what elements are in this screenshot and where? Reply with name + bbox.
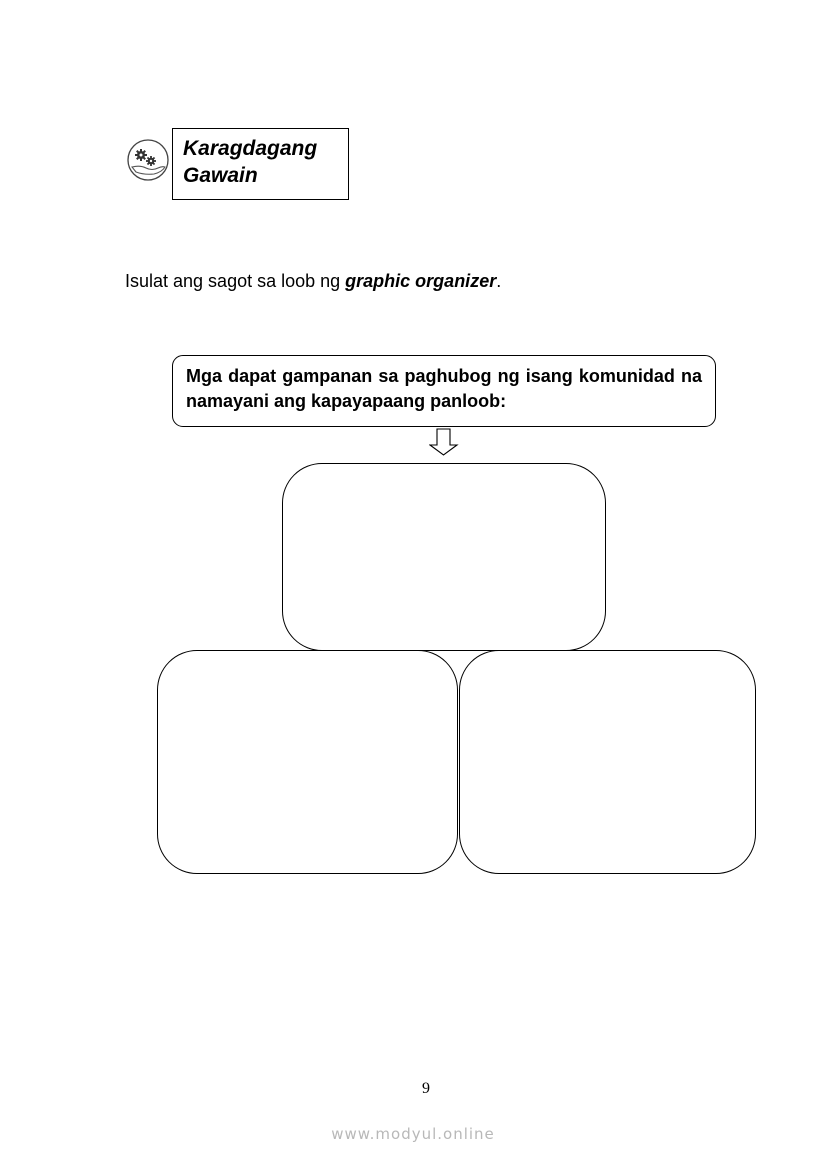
page-number: 9 bbox=[422, 1080, 430, 1097]
instruction-end: . bbox=[496, 271, 502, 291]
answer-box-bottom-left[interactable] bbox=[157, 650, 458, 874]
section-title: Karagdagang Gawain bbox=[183, 137, 318, 187]
answer-box-top[interactable] bbox=[282, 463, 606, 651]
instruction-lead: Isulat ang sagot sa loob ng bbox=[125, 271, 346, 291]
watermark: www.modyul.online bbox=[331, 1125, 495, 1143]
answer-box-bottom-right[interactable] bbox=[459, 650, 756, 874]
organizer-prompt-box bbox=[172, 355, 716, 427]
instruction-emphasis: graphic organizer bbox=[345, 271, 497, 291]
instruction-text bbox=[125, 270, 501, 292]
section-header-box bbox=[172, 128, 349, 200]
gears-in-hand-icon bbox=[126, 138, 170, 182]
down-arrow-icon bbox=[429, 428, 459, 456]
organizer-prompt: Mga dapat gampanan sa paghubog ng isang komunidad na namayani ang kapayapaang panloob: bbox=[186, 366, 702, 411]
